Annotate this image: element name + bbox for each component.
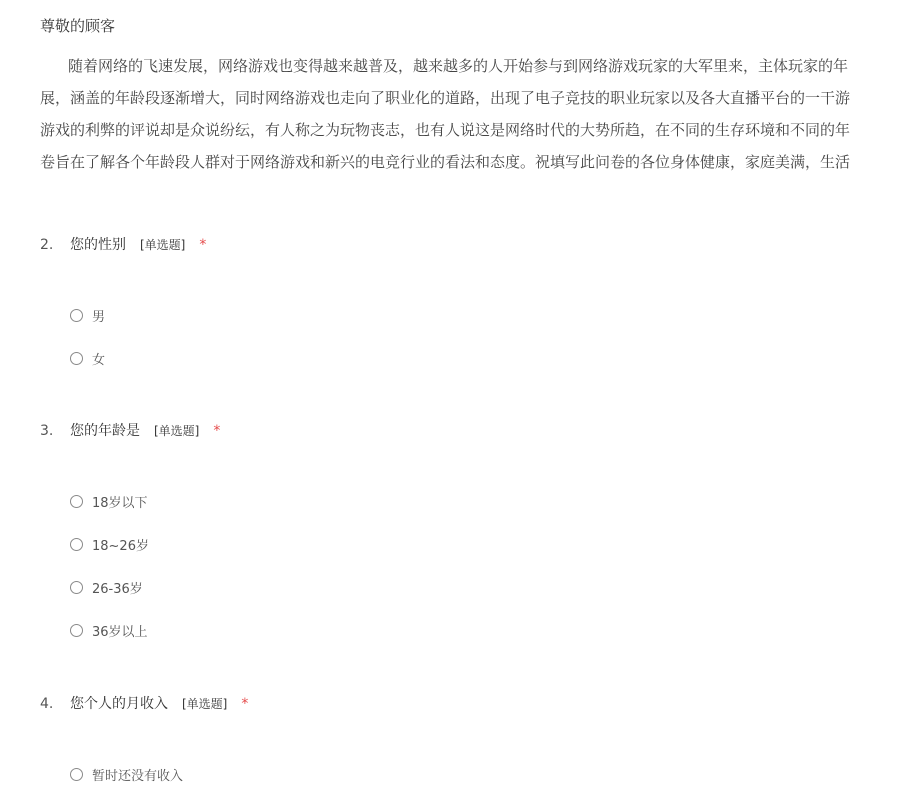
question-text: 您个人的月收入	[70, 696, 168, 712]
required-marker: *	[213, 423, 221, 439]
radio-button[interactable]	[70, 495, 83, 508]
option-label: 26-36岁	[92, 581, 143, 597]
intro-line: 展，涵盖的年龄段逐渐增大，同时网络游戏也走向了职业化的道路，出现了电子竞技的职业玩家以及各大直播平台的一干游	[40, 89, 851, 107]
radio-button[interactable]	[70, 352, 83, 365]
radio-button[interactable]	[70, 309, 83, 322]
intro-line: 游戏的利弊的评说却是众说纷纭，有人称之为玩物丧志，也有人说这是网络时代的大势所趋，在不同的生存环境和不同的年	[40, 121, 851, 139]
question-title-age	[40, 421, 220, 441]
question-text: 您的性别	[70, 237, 126, 253]
option-label: 暂时还没有收入	[92, 768, 184, 784]
radio-button[interactable]	[70, 538, 83, 551]
option-gender-male[interactable]	[70, 305, 105, 325]
question-number: 3.	[40, 423, 54, 439]
question-number: 2.	[40, 237, 54, 253]
required-marker: *	[199, 237, 207, 253]
option-label: 男	[92, 309, 106, 325]
radio-button[interactable]	[70, 768, 83, 781]
question-type-tag: [单选题]	[182, 697, 228, 711]
intro-line: 随着网络的飞速发展，网络游戏也变得越来越普及，越来越多的人开始参与到网络游戏玩家的大军里来，主体玩家的年	[68, 57, 849, 75]
option-label: 女	[92, 352, 106, 368]
option-label: 18岁以下	[92, 495, 148, 511]
option-income-none[interactable]	[70, 764, 183, 784]
option-label: 36岁以上	[92, 624, 148, 640]
question-title-income	[40, 694, 248, 714]
question-number: 4.	[40, 696, 54, 712]
question-title-gender	[40, 235, 206, 255]
intro-paragraph	[40, 52, 900, 180]
required-marker: *	[241, 696, 249, 712]
question-type-tag: [单选题]	[140, 238, 186, 252]
option-age-26-36[interactable]	[70, 577, 143, 597]
intro-line: 卷旨在了解各个年龄段人群对于网络游戏和新兴的电竞行业的看法和态度。祝填写此问卷的各位身体健康，家庭美满，生活	[40, 153, 851, 171]
greeting: 尊敬的顾客	[40, 17, 116, 35]
option-age-over-36[interactable]	[70, 620, 148, 640]
option-gender-female[interactable]	[70, 348, 105, 368]
option-age-under-18[interactable]	[70, 491, 148, 511]
question-text: 您的年龄是	[70, 423, 140, 439]
question-type-tag: [单选题]	[154, 424, 200, 438]
radio-button[interactable]	[70, 624, 83, 637]
radio-button[interactable]	[70, 581, 83, 594]
option-label: 18~26岁	[92, 538, 149, 554]
option-age-18-26[interactable]	[70, 534, 149, 554]
